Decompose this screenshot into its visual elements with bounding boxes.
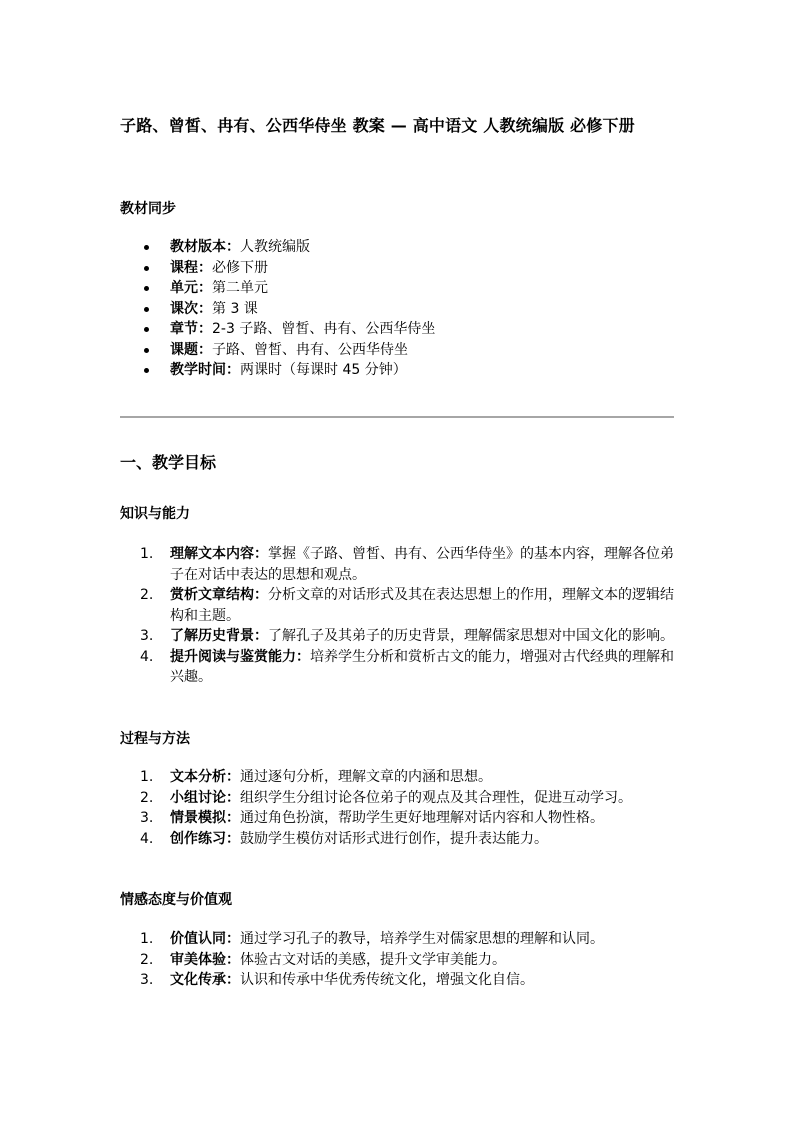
list-item: 2. 赏析文章结构：分析文章的对话形式及其在表达思想上的作用，理解文本的逻辑结构和主题。 (140, 587, 674, 624)
item-number: 3. (140, 972, 154, 988)
section-heading: 一、教学目标 (120, 453, 217, 472)
bullet-icon (144, 307, 149, 312)
item-value: 认识和传承中华优秀传统文化，增强文化自信。 (240, 972, 534, 988)
group-heading-knowledge: 知识与能力 (120, 506, 190, 522)
item-label: 课程 (170, 259, 198, 276)
objectives-list-values (120, 929, 676, 991)
sync-list (120, 237, 435, 381)
list-item: 3. 情景模拟：通过角色扮演，帮助学生更好地理解对话内容和人物性格。 (120, 808, 676, 829)
list-item: 单元：第二单元 (120, 278, 435, 299)
item-label: 创作练习 (170, 830, 226, 847)
item-label: 提升阅读与鉴赏能力 (170, 648, 296, 665)
bullet-icon (144, 266, 149, 271)
list-item: 2. 小组讨论：组织学生分组讨论各位弟子的观点及其合理性，促进互动学习。 (120, 788, 676, 809)
bullet-icon (144, 245, 149, 250)
item-value: 培养学生分析和赏析古文的能力，增强对古代经典的理解和兴趣。 (170, 648, 674, 685)
item-number: 3. (140, 810, 154, 826)
list-item: 课程：必修下册 (120, 258, 435, 279)
item-label: 小组讨论 (170, 789, 226, 806)
group-heading-process: 过程与方法 (120, 731, 190, 747)
item-value: 组织学生分组讨论各位弟子的观点及其合理性，促进互动学习。 (240, 789, 632, 806)
objectives-list-knowledge (120, 544, 676, 688)
list-item: 4. 创作练习：鼓励学生模仿对话形式进行创作，提升表达能力。 (120, 829, 676, 850)
item-value: 分析文章的对话形式及其在表达思想上的作用，理解文本的逻辑结构和主题。 (170, 587, 674, 624)
list-item: 课题：子路、曾皙、冉有、公西华侍坐 (120, 340, 435, 361)
item-label: 教材版本 (170, 239, 226, 255)
objectives-list-process (120, 767, 676, 849)
item-label: 文化传承 (170, 972, 226, 988)
item-number: 2. (140, 587, 154, 603)
item-value: 体验古文对话的美感，提升文学审美能力。 (240, 951, 506, 968)
item-label: 课题 (170, 341, 198, 358)
item-value: 通过角色扮演，帮助学生更好地理解对话内容和人物性格。 (240, 810, 604, 826)
horizontal-divider (120, 416, 674, 418)
item-label: 情景模拟 (170, 810, 226, 826)
list-item: 1. 理解文本内容：掌握《子路、曾皙、冉有、公西华侍坐》的基本内容，理解各位弟子在对话中表达的思想和观点。 (140, 546, 674, 583)
group-heading-values: 情感态度与价值观 (120, 892, 232, 908)
item-value: 通过学习孔子的教导，培养学生对儒家思想的理解和认同。 (240, 931, 604, 947)
list-item: 1. 价值认同：通过学习孔子的教导，培养学生对儒家思想的理解和认同。 (120, 929, 676, 950)
item-value: 通过逐句分析，理解文章的内涵和思想。 (240, 769, 492, 785)
document-title: 子路、曾皙、冉有、公西华侍坐 教案 — 高中语文 人教统编版 必修下册 (120, 116, 635, 135)
list-item: 课次：第 3 课 (120, 299, 435, 320)
item-label: 价值认同 (170, 931, 226, 947)
item-number: 2. (140, 951, 154, 968)
item-value: 鼓励学生模仿对话形式进行创作，提升表达能力。 (240, 830, 548, 847)
bullet-icon (144, 368, 149, 373)
item-number: 1. (140, 931, 154, 947)
item-value: 2-3 子路、曾皙、冉有、公西华侍坐 (212, 321, 436, 337)
item-label: 课次 (170, 300, 198, 317)
bullet-icon (144, 327, 149, 332)
sync-heading: 教材同步 (120, 201, 176, 217)
bullet-icon (144, 348, 149, 353)
item-label: 了解历史背景 (170, 628, 254, 644)
bullet-icon (144, 286, 149, 291)
item-label: 审美体验 (170, 951, 226, 968)
item-value: 子路、曾皙、冉有、公西华侍坐 (212, 341, 408, 358)
item-value: 两课时（每课时 45 分钟） (240, 362, 407, 378)
item-value: 掌握《子路、曾皙、冉有、公西华侍坐》的基本内容，理解各位弟子在对话中表达的思想和观点。 (170, 546, 674, 583)
item-number: 3. (140, 628, 154, 644)
list-item: 3. 了解历史背景：了解孔子及其弟子的历史背景，理解儒家思想对中国文化的影响。 (120, 626, 676, 647)
item-label: 文本分析 (170, 769, 226, 785)
item-label: 章节 (170, 321, 198, 337)
item-value: 人教统编版 (240, 239, 310, 255)
item-number: 2. (140, 789, 154, 806)
item-value: 第二单元 (212, 280, 268, 296)
item-label: 赏析文章结构 (170, 587, 254, 603)
list-item: 4. 提升阅读与鉴赏能力：培养学生分析和赏析古文的能力，增强对古代经典的理解和兴趣。 (140, 648, 674, 685)
list-item: 章节：2-3 子路、曾皙、冉有、公西华侍坐 (120, 319, 435, 340)
item-number: 1. (140, 769, 154, 785)
item-value: 第 3 课 (212, 300, 258, 317)
list-item: 教学时间：两课时（每课时 45 分钟） (120, 360, 435, 381)
list-item: 3. 文化传承：认识和传承中华优秀传统文化，增强文化自信。 (120, 970, 676, 991)
item-number: 4. (140, 648, 154, 665)
item-label: 教学时间 (170, 362, 226, 378)
list-item: 2. 审美体验：体验古文对话的美感，提升文学审美能力。 (120, 950, 676, 971)
list-item: 1. 文本分析：通过逐句分析，理解文章的内涵和思想。 (120, 767, 676, 788)
item-label: 单元 (170, 280, 198, 296)
item-value: 了解孔子及其弟子的历史背景，理解儒家思想对中国文化的影响。 (268, 628, 674, 644)
item-value: 必修下册 (212, 259, 268, 276)
item-number: 4. (140, 830, 154, 847)
item-number: 1. (140, 546, 154, 562)
list-item: 教材版本：人教统编版 (120, 237, 435, 258)
item-label: 理解文本内容 (170, 546, 254, 562)
